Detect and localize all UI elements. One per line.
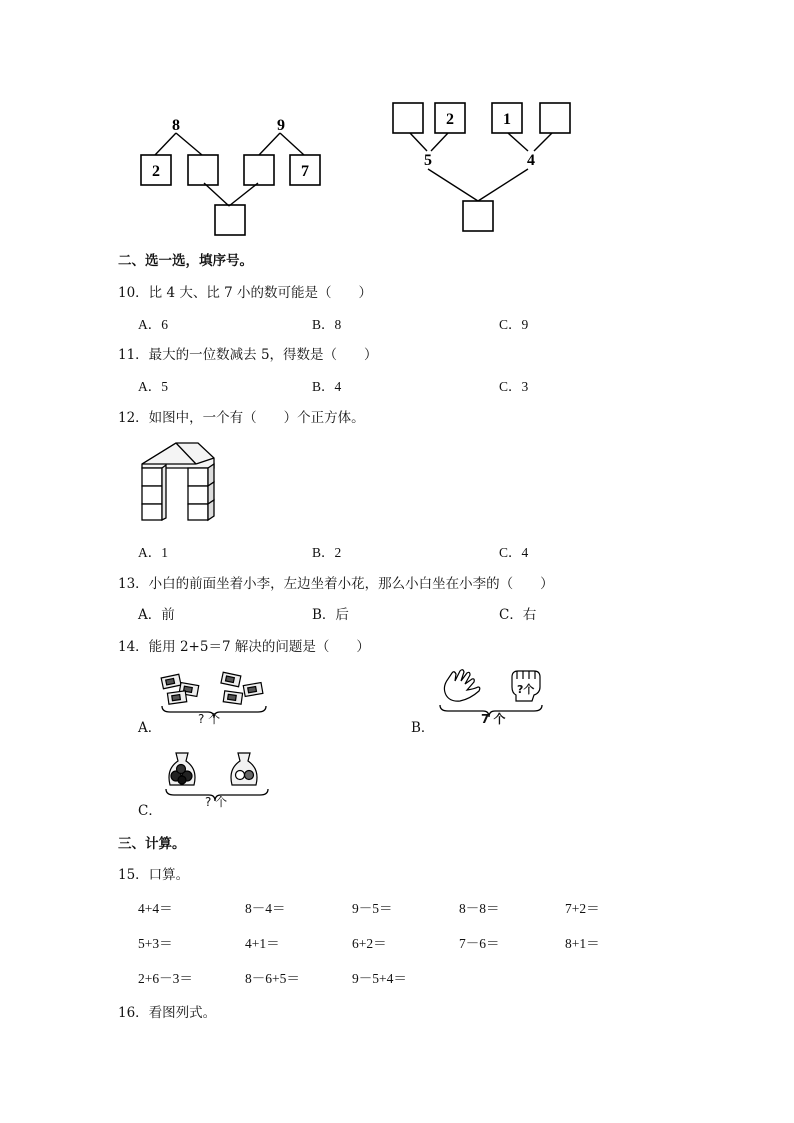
oral-calc-item[interactable]: 8－4＝ xyxy=(245,901,286,916)
question-14-option-b-label[interactable]: B． xyxy=(411,720,435,736)
section-2-title: 二、选一选，填序号。 xyxy=(118,253,253,269)
oral-calc-item[interactable]: 8+1＝ xyxy=(565,936,600,951)
right-tree-box-value-1: 1 xyxy=(503,111,511,128)
pencil-case-icon xyxy=(243,683,263,697)
question-10-text: 10．比 4 大、比 7 小的数可能是（ ） xyxy=(118,285,373,301)
open-hand-icon xyxy=(444,670,479,701)
question-16-text: 16．看图列式。 xyxy=(118,1005,217,1021)
oral-calc-item[interactable]: 7+2＝ xyxy=(565,901,600,916)
left-tree-box-value-2: 2 xyxy=(152,163,160,180)
pencil-case-icon xyxy=(223,691,242,704)
oral-calc-item[interactable]: 8－8＝ xyxy=(459,901,500,916)
option-b-brace-caption: 7 个 xyxy=(481,712,506,726)
oral-calc-item[interactable]: 9－5＝ xyxy=(352,901,393,916)
question-11-text: 11．最大的一位数减去 5，得数是（ ） xyxy=(118,347,378,363)
question-11-option-a[interactable]: A．5 xyxy=(138,379,168,394)
question-11-option-b[interactable]: B．4 xyxy=(312,379,342,394)
question-13-option-b[interactable]: B．后 xyxy=(312,607,349,623)
question-14-text: 14．能用 2+5＝7 解决的问题是（ ） xyxy=(118,639,370,655)
option-c-brace-caption: ? 个 xyxy=(205,795,228,809)
option-a-brace-caption: ? 个 xyxy=(198,712,221,726)
oral-calc-item[interactable]: 4+1＝ xyxy=(245,936,280,951)
option-b-fist-label: ?个 xyxy=(517,683,535,696)
question-12-text: 12．如图中，一个有（ ）个正方体。 xyxy=(118,410,365,426)
apple-bag-icon xyxy=(231,753,257,785)
oral-calc-item[interactable]: 2+6－3＝ xyxy=(138,971,193,986)
right-tree-box-value-2: 2 xyxy=(446,111,454,128)
oral-calc-item[interactable]: 8－6+5＝ xyxy=(245,971,300,986)
question-12-option-b[interactable]: B．2 xyxy=(312,545,342,560)
pencil-case-icon xyxy=(167,691,186,704)
question-10-option-a[interactable]: A．6 xyxy=(138,317,168,332)
oral-calc-item[interactable]: 9－5+4＝ xyxy=(352,971,407,986)
question-15-text: 15．口算。 xyxy=(118,867,190,883)
question-13-option-c[interactable]: C．右 xyxy=(499,607,537,623)
number-tree-figure xyxy=(130,95,580,240)
pencil-case-icon xyxy=(221,672,241,687)
right-tree-node-5: 5 xyxy=(424,152,432,169)
section-3-title: 三、计算。 xyxy=(118,836,186,852)
left-number-tree xyxy=(141,133,320,235)
question-13-option-a[interactable]: A．前 xyxy=(138,607,175,623)
question-12-option-a[interactable]: A．1 xyxy=(138,545,168,560)
question-14-option-c-label[interactable]: C． xyxy=(138,803,162,819)
right-number-tree xyxy=(393,103,570,231)
question-14-option-a-label[interactable]: A． xyxy=(138,720,162,736)
cube-arch-figure xyxy=(138,438,218,522)
question-11-option-c[interactable]: C．3 xyxy=(499,379,529,394)
right-tree-node-4: 4 xyxy=(527,152,535,169)
question-13-text: 13．小白的前面坐着小李，左边坐着小花，那么小白坐在小李的（ ） xyxy=(118,576,554,592)
oral-calc-item[interactable]: 7－6＝ xyxy=(459,936,500,951)
oral-calc-item[interactable]: 5+3＝ xyxy=(138,936,173,951)
question-12-option-c[interactable]: C．4 xyxy=(499,545,529,560)
apple-bag-icon xyxy=(169,753,195,785)
question-10-option-c[interactable]: C．9 xyxy=(499,317,529,332)
question-10-option-b[interactable]: B．8 xyxy=(312,317,342,332)
left-tree-root-9: 9 xyxy=(277,117,285,134)
left-tree-box-value-7: 7 xyxy=(301,163,309,180)
pencil-case-icon xyxy=(161,674,181,689)
left-tree-root-8: 8 xyxy=(172,117,180,134)
oral-calc-item[interactable]: 4+4＝ xyxy=(138,901,173,916)
oral-calc-item[interactable]: 6+2＝ xyxy=(352,936,387,951)
